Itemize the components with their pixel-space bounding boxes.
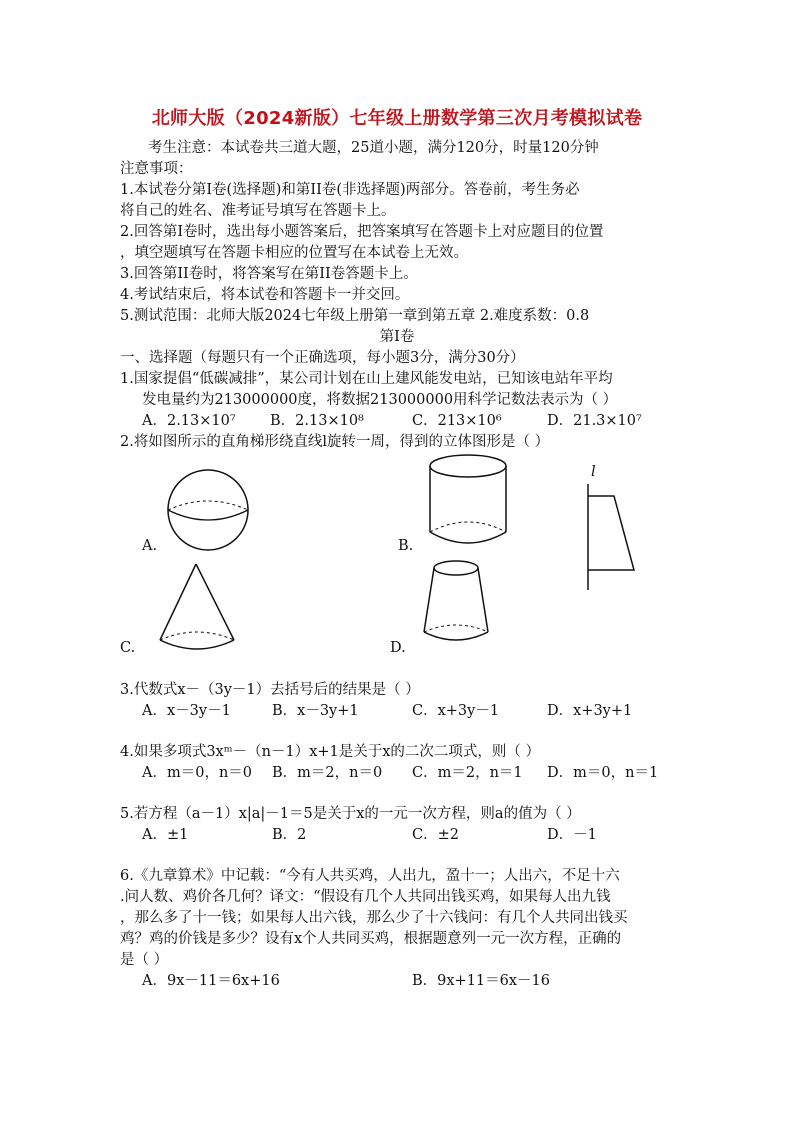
- q6-line-1: 6.《九章算术》中记载：“今有人共买鸡，人出九，盈十一；人出六，不足十六: [120, 868, 620, 884]
- notice-item-2a: 2.回答第I卷时，选出每小题答案后，把答案填写在答题卡上对应题目的位置: [120, 224, 604, 240]
- q5-option-a: A．±1: [142, 827, 189, 843]
- q2-option-d: D.: [390, 640, 406, 656]
- q4-stem: 4.如果多项式3xᵐ－（n－1）x+1是关于x的二次二项式，则（ ）: [120, 744, 541, 760]
- q6-line-4: 鸡？鸡的价钱是多少？设有x个人共同买鸡，根据题意列一元一次方程，正确的: [120, 931, 622, 947]
- q4-option-d: D．m＝0，n＝1: [547, 765, 659, 781]
- q4-option-a: A．m＝0，n＝0: [142, 765, 253, 781]
- q3-option-d: D．x+3y+1: [547, 703, 633, 719]
- q1-stem-b: 发电量约为213000000度，将数据213000000用科学记数法表示为（ ）: [142, 392, 618, 408]
- notice-item-1a: 1.本试卷分第I卷(选择题)和第II卷(非选择题)两部分。答卷前，考生务必: [120, 182, 580, 198]
- q2-option-b: B.: [398, 538, 414, 554]
- q1-option-d: D．21.3×10⁷: [547, 413, 642, 429]
- q2-stem: 2.将如图所示的直角梯形绕直线l旋转一周，得到的立体图形是（ ）: [120, 434, 550, 450]
- q1-option-c: C．213×10⁶: [412, 413, 502, 429]
- q3-stem: 3.代数式x－（3y－1）去括号后的结果是（ ）: [120, 682, 420, 698]
- q6-option-b: B．9x+11＝6x－16: [412, 973, 551, 989]
- cylinder-figure: [424, 450, 514, 550]
- notice-item-3: 3.回答第II卷时，将答案写在第II卷答题卡上。: [120, 266, 418, 282]
- sphere-figure: [162, 464, 254, 556]
- q3-option-a: A．x－3y－1: [142, 703, 231, 719]
- notice-heading: 注意事项：: [120, 161, 193, 177]
- q6-line-5: 是（ ）: [120, 952, 169, 968]
- notice-item-1b: 将自己的姓名、准考证号填写在答题卡上。: [120, 203, 396, 219]
- q5-option-b: B．2: [272, 827, 307, 843]
- q6-option-a: A．9x－11＝6x+16: [142, 973, 280, 989]
- q6-line-3: ，那么多了十一钱；如果每人出六钱，那么少了十六钱问：有几个人共同出钱买: [120, 910, 628, 926]
- q5-option-d: D．－1: [547, 827, 597, 843]
- notice-item-5: 5.测试范围：北师大版2024七年级上册第一章到第五章 2.难度系数：0.8: [120, 308, 590, 324]
- q4-option-c: C．m＝2，n＝1: [412, 765, 523, 781]
- q4-option-b: B．m＝2，n＝0: [272, 765, 383, 781]
- frustum-figure: [418, 556, 496, 652]
- section-heading: 一、选择题（每题只有一个正确选项，每小题3分，满分30分）: [120, 350, 525, 366]
- q5-option-c: C．±2: [412, 827, 459, 843]
- trapezoid-axis-figure: [578, 462, 648, 592]
- notice-item-4: 4.考试结束后，将本试卷和答题卡一并交回。: [120, 287, 410, 303]
- q6-line-2: .问人数、鸡价各几何？译文：“假设有几个人共同出钱买鸡，如果每人出九钱: [120, 889, 611, 905]
- q2-option-a: A.: [142, 538, 158, 554]
- q3-option-c: C．x+3y－1: [412, 703, 500, 719]
- q1-option-b: B．2.13×10⁸: [270, 413, 364, 429]
- q3-option-b: B．x－3y+1: [272, 703, 359, 719]
- exam-title: 北师大版（2024新版）七年级上册数学第三次月考模拟试卷: [151, 108, 643, 129]
- q5-stem: 5.若方程（a－1）x|a|－1＝5是关于x的一元一次方程，则a的值为（ ）: [120, 806, 581, 822]
- q1-option-a: A．2.13×10⁷: [142, 413, 236, 429]
- q1-stem-a: 1.国家提倡“低碳减排”，某公司计划在山上建风能发电站，已知该电站年平均: [120, 371, 613, 387]
- notice-item-2b: ，填空题填写在答题卡相应的位置写在本试卷上无效。: [120, 245, 468, 261]
- q2-option-c: C.: [120, 640, 136, 656]
- notice-intro: 考生注意：本试卷共三道大题，25道小题，满分120分，时量120分钟: [148, 140, 599, 156]
- cone-figure: [154, 560, 244, 660]
- axis-label-l: l: [591, 464, 596, 480]
- volume-label: 第I卷: [379, 329, 415, 345]
